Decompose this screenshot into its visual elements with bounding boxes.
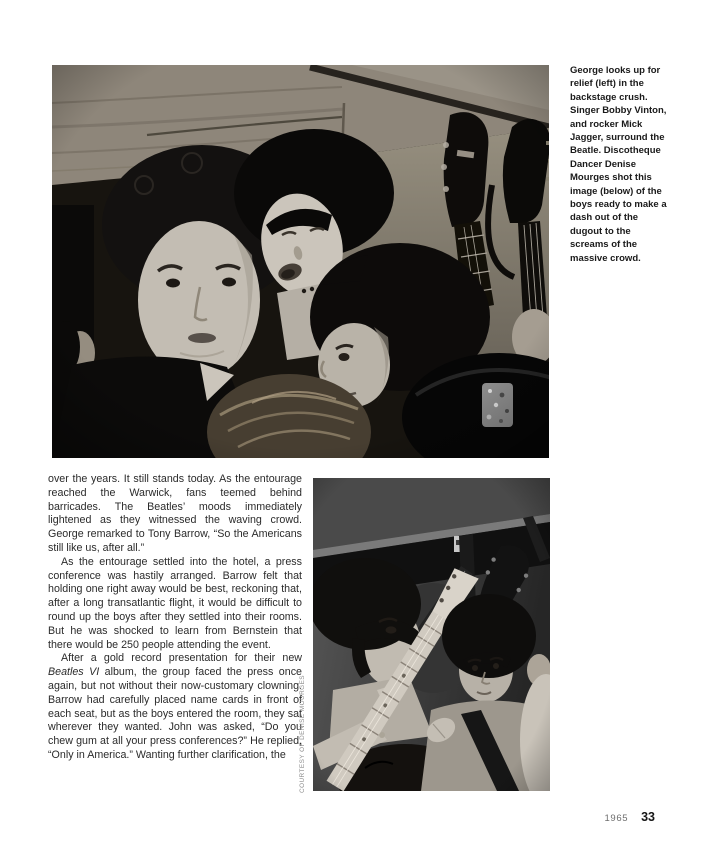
- folio-page-number: 33: [641, 810, 655, 824]
- body-text-segment: After a gold record presentation for their new: [61, 652, 302, 665]
- body-text-italic-segment: Beatles VI: [48, 666, 100, 679]
- body-text-segment: album, the group faced the press once again, but not without their now-customary clowning. Barrow had carefully placed name cards in front of each seat, but as the boys entered the room, they sat wherever they wanted. John was asked, “Do you chew gum at all your press conferences?” He replied, “Only in America.” Wanting further clarification, the: [48, 666, 302, 761]
- page-footer: [605, 810, 655, 824]
- photo-credit: COURTESY OF DENISE MOURGES: [299, 675, 306, 793]
- bottom-photo-illustration: [313, 478, 550, 791]
- body-paragraph: [48, 556, 302, 653]
- bottom-photo-dugout: [313, 478, 550, 791]
- body-paragraph: [48, 652, 302, 762]
- body-text-segment: over the years. It still stands today. As the entourage reached the Warwick, fans teemed behind barricades. The Beatles’ moods immediately lightened as they witnessed the waving crowd. George remarked to Tony Barrow, “So the Americans still like us, after all.”: [48, 473, 302, 554]
- body-paragraph: [48, 473, 302, 556]
- top-photo-illustration: [52, 65, 549, 458]
- photo-caption: George looks up for relief (left) in the backstage crush. Singer Bobby Vinton, and rocker Mick Jagger, surround the Beatle. Discotheque Dancer Denise Mourges shot this image (below) of the boys ready to make a dash out of the dugout to the screams of the massive crowd.: [570, 65, 667, 264]
- body-text-column: [48, 473, 302, 763]
- body-text-segment: As the entourage settled into the hotel, a press conference was hastily arranged. Barrow felt that holding one right away would be best, reckoning that, after a long transatlantic flight, it would be difficult to round up the boys after they settled into their rooms. But he was shocked to learn from Bernstein that there would be 250 people attending the event.: [48, 555, 302, 651]
- folio-year: 1965: [604, 813, 629, 824]
- top-photo-backstage-crush: [52, 65, 549, 458]
